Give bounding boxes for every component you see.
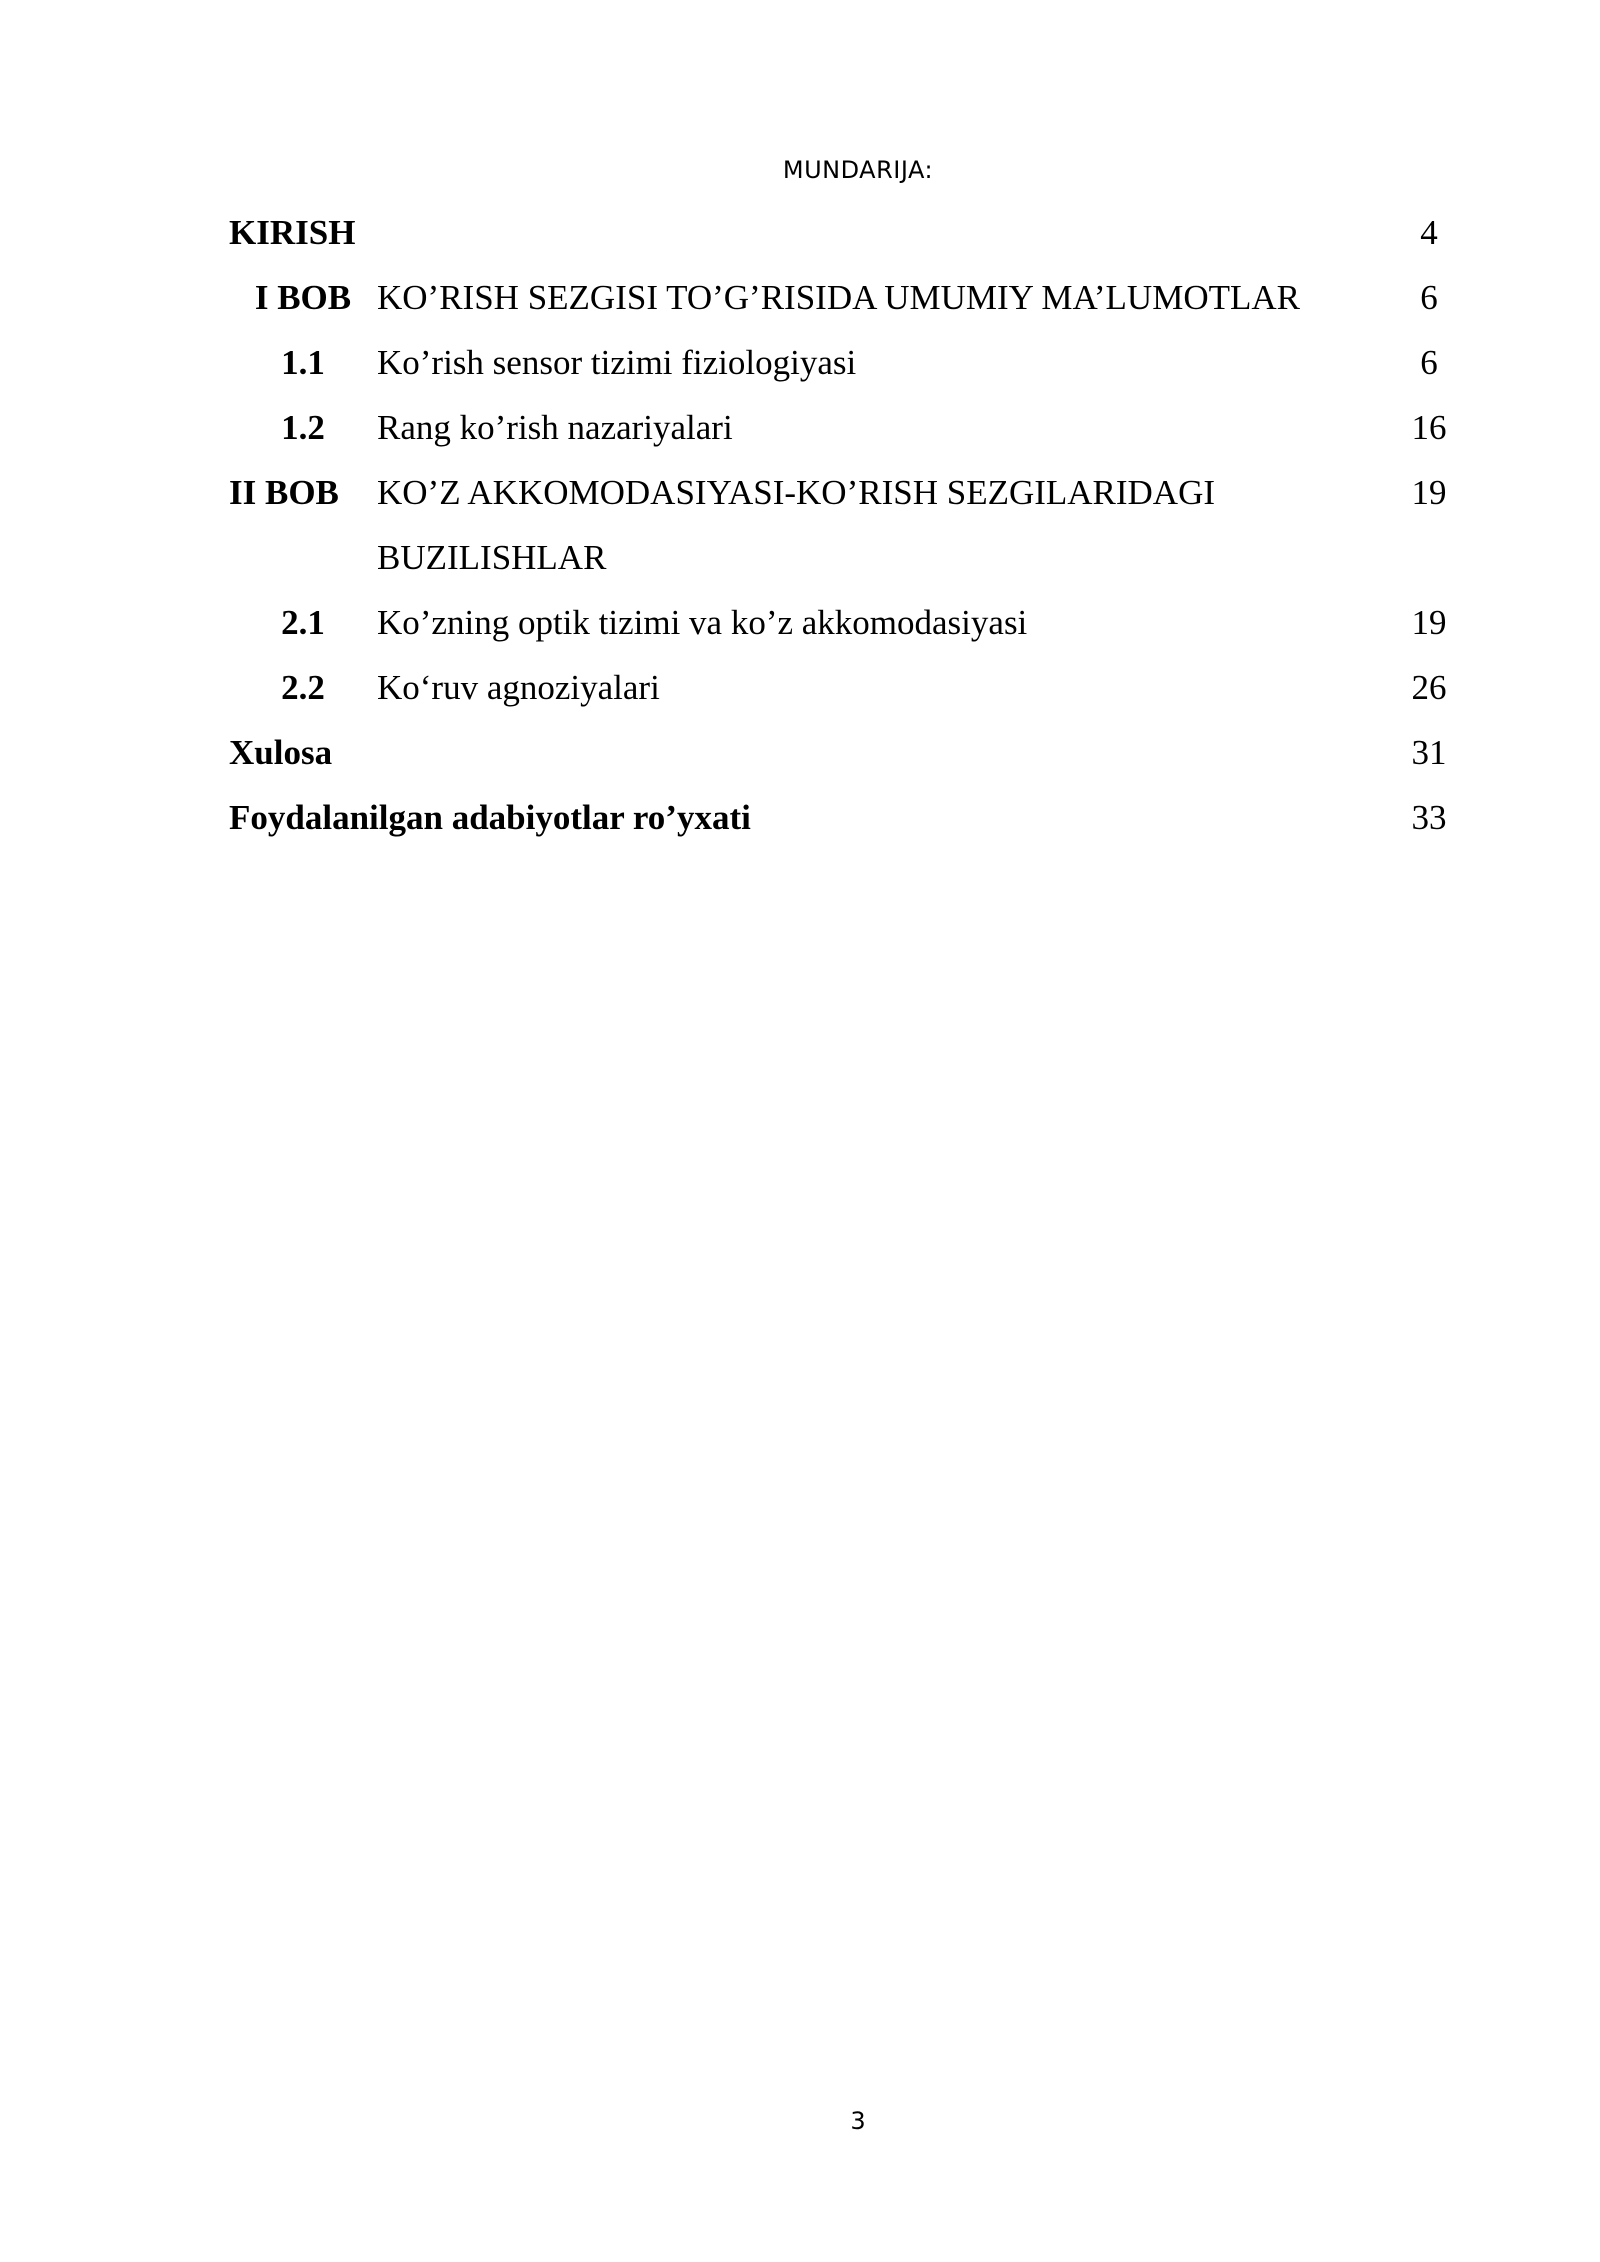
toc-entry-title: Ko’rish sensor tizimi fiziologiyasi: [377, 343, 857, 382]
toc-entry-title: Ko‘ruv agnoziyalari: [377, 668, 660, 707]
toc-entry-page: 19: [1411, 603, 1447, 642]
toc-section-number: 1.2: [281, 408, 325, 447]
toc-entry-title: KO’Z AKKOMODASIYASI-KO’RISH SEZGILARIDAGI BUZILISHLAR: [377, 473, 1216, 577]
toc-entry-page: 6: [1420, 343, 1438, 382]
table-of-contents: [229, 200, 1459, 850]
toc-section-number: 2.2: [281, 668, 325, 707]
toc-chapter-number: I BOB: [254, 278, 352, 317]
toc-entry-section-1-1[interactable]: [229, 330, 1459, 395]
toc-entry-section-2-2[interactable]: [229, 655, 1459, 720]
toc-entry-title: Rang ko’rish nazariyalari: [377, 408, 733, 447]
toc-entry-title: Xulosa: [229, 733, 333, 772]
toc-entry-page: 6: [1420, 278, 1438, 317]
toc-section-number: 2.1: [281, 603, 325, 642]
toc-entry-section-2-1[interactable]: [229, 590, 1459, 655]
toc-section-number: 1.1: [281, 343, 325, 382]
toc-entry-chapter-2[interactable]: [229, 460, 1459, 590]
toc-entry-references[interactable]: [229, 785, 1459, 850]
toc-entry-chapter-1[interactable]: [229, 265, 1459, 330]
toc-entry-title: Foydalanilgan adabiyotlar ro’yxati: [229, 798, 751, 837]
toc-entry-title: Ko’zning optik tizimi va ko’z akkomodasiyasi: [377, 603, 1028, 642]
toc-entry-page: 16: [1411, 408, 1447, 447]
toc-entry-title: KO’RISH SEZGISI TO’G’RISIDA UMUMIY MA’LUMOTLAR: [377, 278, 1300, 317]
toc-entry-page: 31: [1411, 733, 1447, 772]
page-title: MUNDARIJA:: [782, 156, 934, 184]
toc-entry-section-1-2[interactable]: [229, 395, 1459, 460]
toc-chapter-number: II BOB: [229, 473, 339, 512]
page-number: 3: [850, 2107, 866, 2135]
toc-entry-page: 33: [1411, 798, 1447, 837]
toc-entry-page: 4: [1420, 213, 1438, 252]
toc-entry-conclusion[interactable]: [229, 720, 1459, 785]
toc-entry-intro[interactable]: [229, 200, 1459, 265]
toc-entry-title: KIRISH: [229, 213, 356, 252]
toc-entry-page: 19: [1411, 473, 1447, 512]
toc-entry-page: 26: [1411, 668, 1447, 707]
